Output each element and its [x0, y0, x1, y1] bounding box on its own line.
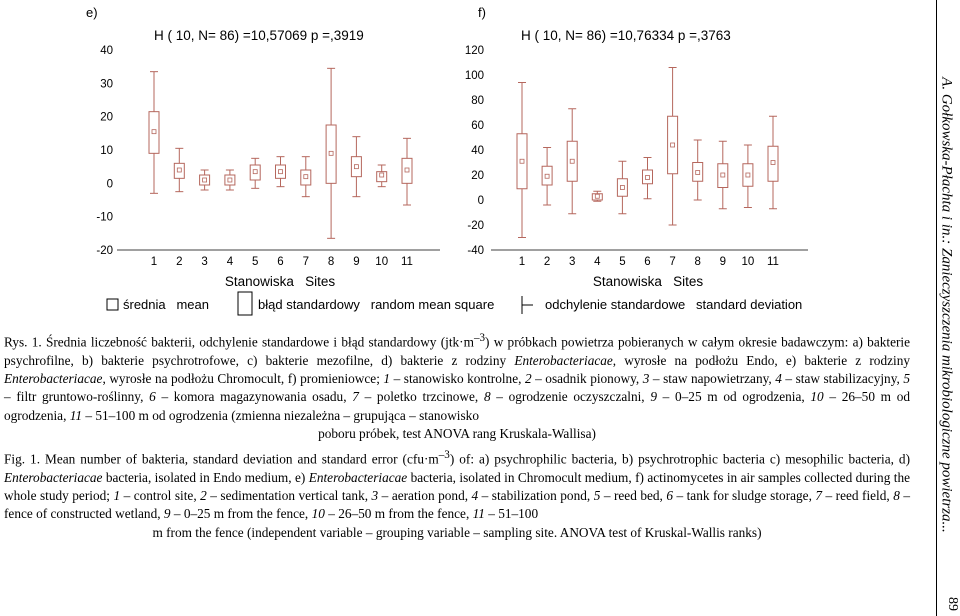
x-tick-label: 1: [150, 256, 158, 268]
y-tick-label: 100: [464, 70, 484, 82]
mean-marker: [570, 159, 574, 163]
y-tick-label: -40: [467, 245, 484, 257]
y-tick-label: 0: [477, 195, 484, 207]
mean-marker: [304, 175, 308, 179]
x-tick-label: 1: [518, 256, 526, 268]
box-site-2: [174, 148, 184, 191]
box-site-9: [718, 141, 728, 209]
x-axis-label: Stanowiska Sites: [592, 274, 704, 289]
mean-marker: [152, 130, 156, 134]
y-tick-label: 20: [471, 170, 484, 182]
x-tick-label: 10: [375, 256, 389, 268]
legend-mean-label: średnia mean: [123, 297, 209, 312]
x-tick-label: 5: [251, 256, 259, 268]
mean-marker: [329, 151, 333, 155]
page-number: 89: [945, 597, 960, 611]
box-site-3: [200, 170, 210, 190]
mean-marker: [620, 186, 624, 190]
y-tick-label: -10: [96, 211, 113, 224]
box-site-5: [250, 158, 260, 188]
y-tick-label: 40: [100, 45, 113, 57]
box-site-4: [225, 170, 235, 190]
box-site-6: [276, 157, 286, 187]
y-axis-ticks: [465, 45, 484, 257]
y-tick-label: 30: [100, 78, 113, 91]
mean-marker: [354, 165, 358, 169]
mean-marker: [253, 170, 257, 174]
legend: [107, 292, 802, 315]
box-series: [517, 68, 778, 238]
box-site-4: [592, 191, 602, 201]
box-site-10: [743, 145, 753, 208]
box-site-6: [643, 158, 653, 199]
y-axis-ticks: [96, 45, 113, 257]
x-tick-label: 9: [719, 256, 727, 268]
x-tick-label: 3: [568, 256, 576, 268]
mean-marker: [545, 174, 549, 178]
x-tick-label: 6: [277, 256, 284, 268]
mean-marker: [380, 173, 384, 177]
mean-marker: [646, 176, 650, 180]
legend-sd-marker: [522, 296, 533, 314]
x-tick-label: 7: [302, 256, 310, 268]
panel-letter: f): [478, 5, 486, 20]
legend-se-label: błąd standardowy random mean square: [258, 297, 495, 312]
y-tick-label: 40: [471, 145, 484, 157]
x-tick-label: 11: [767, 256, 779, 268]
box-site-3: [567, 109, 577, 214]
y-tick-label: 120: [464, 45, 484, 57]
x-tick-label: 6: [644, 256, 651, 268]
box-site-10: [377, 165, 387, 187]
legend-sd-label: odchylenie standardowe standard deviation: [545, 297, 803, 312]
x-axis-ticks: [151, 256, 413, 268]
legend-mean-marker: [107, 299, 118, 310]
x-tick-label: 7: [669, 256, 676, 268]
box-site-7: [668, 68, 678, 226]
y-tick-label: 10: [100, 145, 113, 157]
x-tick-label: 5: [619, 256, 626, 268]
y-tick-label: -20: [96, 245, 113, 257]
box-site-1: [517, 83, 527, 238]
y-tick-label: 60: [471, 120, 484, 132]
x-tick-label: 4: [226, 256, 234, 268]
y-tick-label: 20: [100, 111, 113, 124]
box-site-8: [326, 68, 336, 238]
x-tick-label: 10: [741, 256, 755, 268]
x-axis-ticks: [519, 256, 779, 268]
x-tick-label: 8: [694, 256, 701, 268]
figure-caption-english: Fig. 1. Mean number of bakteria, standard deviation and standard error $(cfu\cdot m^{-3})$ of: a) psychrophilic bacteria, b) psychrotrophic bacteria c) mesophilic bacteria, d) Enterobacteriacae bacteria, isolated in Endo medium, e) Enterobacteriacae bacteria, isolated in Chromocult medium, f) actinomycetes in air samples collected during the whole study period; 1 – control site, 2 – sedimentation vertical tank, 3 – aeration pond, 4 – stabilization pond, 5 – reed bed, 6 – tank for sludge storage, 7 – reed field, 8 – fence of constructed wetland, 9 – 0–25 m from the fence, 10 – 26–50 m from the fence, 11 – 51–100 m from the fence (independent variable – grouping variable – sampling site. ANOVA test of Kruskal-Wallis ranks): [4, 449, 911, 540]
box-site-9: [351, 137, 361, 197]
mean-marker: [203, 178, 207, 182]
y-tick-label: 0: [106, 178, 113, 191]
mean-marker: [671, 143, 675, 147]
box-series: [149, 68, 412, 238]
panel-e: [86, 5, 440, 289]
mean-marker: [405, 168, 409, 172]
mean-marker: [279, 170, 283, 174]
box-site-11: [402, 138, 412, 205]
panel-letter: e): [86, 5, 98, 20]
mean-marker: [746, 173, 750, 177]
x-tick-label: 11: [401, 256, 413, 268]
box-site-2: [542, 148, 552, 206]
x-tick-label: 2: [176, 256, 183, 268]
running-head: A. Gołkowska-Płachta i in.: Zanieczyszczenia mikrobiologiczne powietrza...: [938, 77, 955, 533]
x-tick-label: 2: [543, 256, 551, 268]
panel-f: [465, 5, 808, 289]
mean-marker: [228, 178, 232, 182]
mean-marker: [520, 159, 524, 163]
mean-marker: [771, 161, 775, 165]
mean-marker: [721, 173, 725, 177]
figure-caption-polish: Rys. 1. Średnia liczebność bakterii, odchylenie standardowe i błąd standardowy $(jtk\cdot m^{-3})$ w próbkach powietrza pobieranych w całym okresie badawczym: a) bakterie psychrofilne, b) bakterie psychrotrofowe, c) bakterie mezofilne, d) bakterie z rodziny Enterobacteriacae, wyrosłe na podłożu Endo, e) bakterie z rodziny Enterobacteriacae, wyrosłe na podłożu Chromocult, f) promieniowce; 1 – stanowisko kontrolne, 2 – osadnik pionowy, 3 – staw napowietrzany, 4 – staw stabilizacyjny, 5 – filtr gruntowo-roślinny, 6 – komora magazynowania osadu, 7 – poletko trzcinowe, 8 – ogrodzenie oczyszczalni, 9 – 0–25 m od ogrodzenia, 10 – 26–50 m od ogrodzenia, 11 – 51–100 m od ogrodzenia (zmienna niezależna – grupująca – stanowisko poboru próbek, test ANOVA rang Kruskala-Wallisa): [4, 332, 910, 441]
x-axis-label: Stanowiska Sites: [224, 274, 336, 289]
y-tick-label: -20: [467, 220, 484, 232]
y-tick-label: 80: [471, 95, 484, 107]
panel-title: H ( 10, N= 86) =10,76334 p =,3763: [521, 28, 731, 43]
x-tick-label: 8: [327, 256, 335, 268]
legend-se-marker: [238, 292, 252, 315]
mean-marker: [177, 168, 181, 172]
mean-marker: [595, 194, 599, 198]
box-site-5: [617, 161, 627, 214]
x-tick-label: 3: [201, 256, 208, 268]
panel-title: H ( 10, N= 86) =10,57069 p =,3919: [154, 28, 364, 43]
box-site-8: [693, 140, 703, 200]
mean-marker: [696, 171, 700, 175]
box-site-11: [768, 116, 778, 209]
box-site-1: [149, 72, 159, 194]
box-site-7: [301, 157, 311, 197]
x-tick-label: 4: [594, 256, 601, 268]
x-tick-label: 9: [353, 256, 360, 268]
